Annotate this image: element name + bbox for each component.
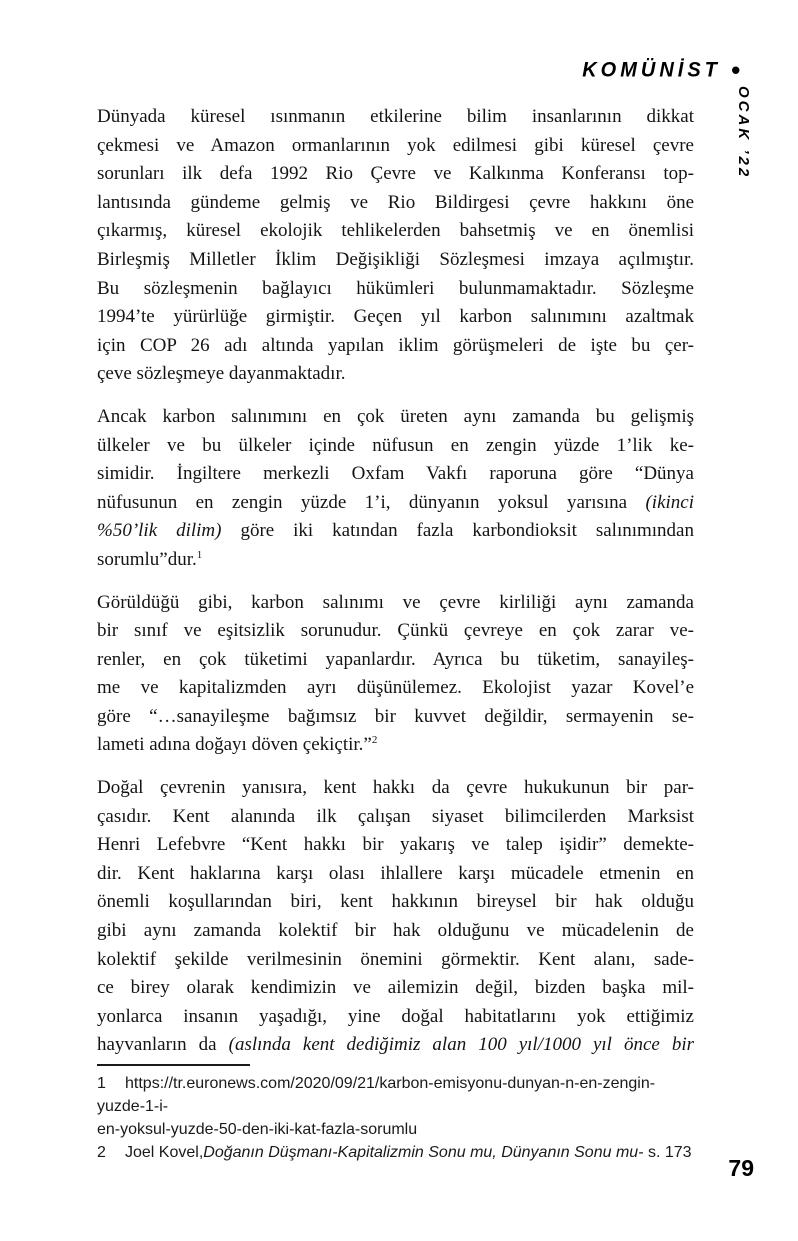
paragraph <box>97 103 694 389</box>
footnote-number: 2 <box>97 1144 106 1161</box>
text-line: kolektif şekilde verilmesinin önemini görmektir. Kent alanı, sade- <box>97 948 694 970</box>
text-line: gibi aynı zamanda kolektif bir hak olduğunu ve mücadelenin de <box>97 920 694 942</box>
text-line: lantısında gündeme gelmiş ve Rio Bildirgesi çevre hakkını öne <box>97 191 694 213</box>
text-line: Bu sözleşmenin bağlayıcı hükümleri bulunmamaktadır. Sözleşme <box>97 277 694 299</box>
text-line: bir sınıf ve eşitsizlik sorunudur. Çünkü çevreye en çok zarar ve- <box>97 620 694 642</box>
text-line: me ve kapitalizmden ayrı düşünülemez. Ekolojist yazar Kovel’e <box>97 677 694 699</box>
text-line: sorumlu”dur.$^1$ <box>97 548 203 570</box>
text-line: yonlarca insanın yaşadığı, yine doğal habitatlarını yok ettiğimiz <box>97 1005 694 1027</box>
text-line: ülkeler ve bu ülkeler içinde nüfusun en zengin yüzde 1’lik ke- <box>97 434 694 456</box>
text-line: hayvanların da (aslında kent dediğimiz alan 100 yıl/1000 yıl önce bir <box>97 1034 694 1056</box>
text-line: sorunları ilk defa 1992 Rio Çevre ve Kalkınma Konferansı top- <box>97 163 694 185</box>
text-line: göre “…sanayileşme bağımsız bir kuvvet değildir, sermayenin se- <box>97 705 694 727</box>
text-line: dir. Kent haklarına karşı olası ihlallere karşı mücadele etmenin en <box>97 862 694 884</box>
text-line: ce birey olarak kendimizin ve ailemizin değil, bizden başka mil- <box>97 977 694 999</box>
magazine-title: KOMÜNİST <box>582 57 721 82</box>
text-line: simidir. İngiltere merkezli Oxfam Vakfı raporuna göre “Dünya <box>97 463 694 485</box>
text-line: renler, en çok tüketimi yapanlardır. Ayrıca bu tüketim, sanayileş- <box>97 648 694 670</box>
text-line: çıkarmış, küresel ekolojik tehlikelerden bahsetmiş ve en önemlisi <box>97 220 694 242</box>
footnote-line: 2 Joel Kovel,Doğanın Düşmanı-Kapitalizmin Sonu mu, Dünyanın Sonu mu- s. 173 <box>97 1141 694 1164</box>
footnote-rule <box>97 1064 250 1066</box>
text-line: %50’lik dilim) göre iki katından fazla karbondioksit salınımından <box>97 520 694 542</box>
text-line: için COP 26 adı altında yapılan iklim görüşmeleri de işte bu çer- <box>97 334 694 356</box>
text-line: çekmesi ve Amazon ormanlarının yok edilmesi gibi küresel çevre <box>97 134 694 156</box>
footnote-line: en-yoksul-yuzde-50-den-iki-kat-fazla-sorumlu <box>97 1121 418 1138</box>
text-line: çeve sözleşmeye dayanmaktadır. <box>97 363 346 385</box>
running-head <box>582 57 740 83</box>
paragraph <box>97 403 694 575</box>
footnote-ref: 2 <box>371 734 378 747</box>
text-line: 1994’te yürürlüğe girmiştir. Geçen yıl karbon salınımını azaltmak <box>97 306 694 328</box>
text-line: Ancak karbon salınımını en çok üreten aynı zamanda bu gelişmiş <box>97 405 694 427</box>
text-line: çasıdır. Kent alanında ilk çalışan siyaset bilimcilerden Marksist <box>97 805 694 827</box>
issue-date-vertical: OCAK ’22 <box>735 86 752 180</box>
text-line: Birleşmiş Milletler İklim Değişikliği Sözleşmesi imzaya açılmıştır. <box>97 248 694 270</box>
footnotes-section <box>97 1064 694 1164</box>
text-line: Görüldüğü gibi, karbon salınımı ve çevre kirliliği aynı zamanda <box>97 591 694 613</box>
text-line: Doğal çevrenin yanısıra, kent hakkı da çevre hukukunun bir par- <box>97 777 694 799</box>
footnote-line: 1 https://tr.euronews.com/2020/09/21/karbon-emisyonu-dunyan-n-en-zengin-yuzde-1-i- <box>97 1072 694 1118</box>
text-line: lameti adına doğayı döven çekiçtir.”$^2$ <box>97 734 378 756</box>
text-line: Dünyada küresel ısınmanın etkilerine bilim insanlarının dikkat <box>97 106 694 127</box>
paragraph <box>97 774 694 1060</box>
page-number: 79 <box>728 1155 754 1181</box>
footnote-list <box>97 1072 694 1164</box>
text-line: önemli koşullarından biri, kent hakkının bireysel bir hak olduğu <box>97 891 694 913</box>
text-line: Henri Lefebvre “Kent hakkı bir yakarış ve talep işidir” demekte- <box>97 834 694 856</box>
footnote-number: 1 <box>97 1075 106 1092</box>
bullet-icon: • <box>730 55 740 85</box>
article-body <box>97 103 694 1074</box>
paragraph <box>97 589 694 761</box>
text-line: nüfusunun en zengin yüzde 1’i, dünyanın yoksul yarısına (ikinci <box>97 491 694 513</box>
footnote-ref: 1 <box>196 548 203 561</box>
